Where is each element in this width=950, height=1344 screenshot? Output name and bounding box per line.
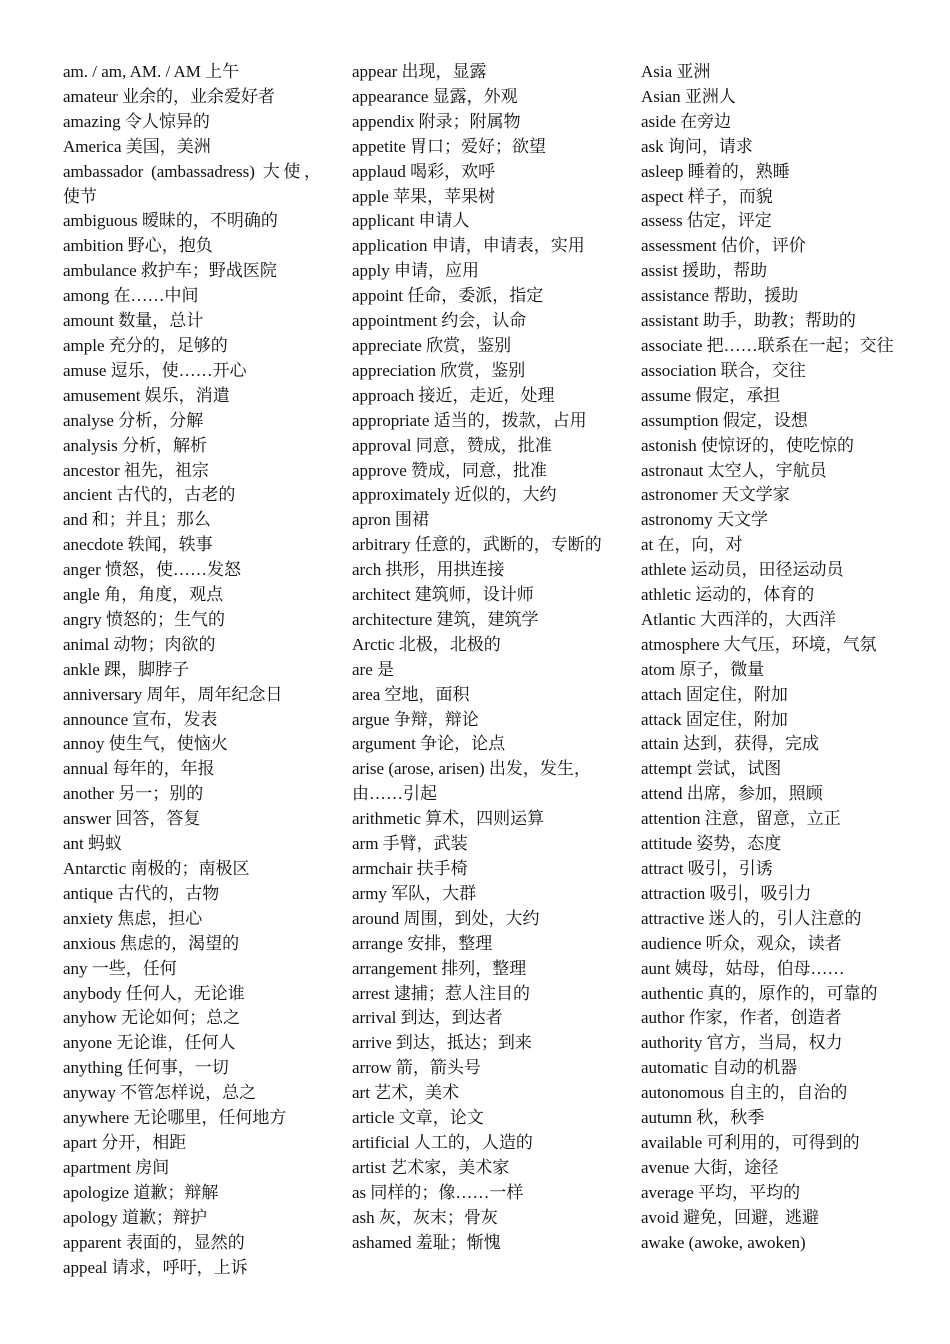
vocabulary-entry: armchair 扶手椅 xyxy=(352,859,468,878)
vocabulary-entry: America 美国，美洲 xyxy=(63,136,211,156)
vocabulary-entry: authentic 真的，原作的，可靠的 xyxy=(641,983,878,1003)
vocabulary-entry: atmosphere 大气压，环境，气氛 xyxy=(641,634,877,654)
vocabulary-entry: argument 争论，论点 xyxy=(352,734,506,754)
vocabulary-entry: arrest 逮捕；惹人注目的 xyxy=(352,983,531,1003)
vocabulary-entry: attempt 尝试，试图 xyxy=(641,759,782,779)
vocabulary-entry: answer 回答，答复 xyxy=(63,809,201,829)
vocabulary-entry: area 空地，面积 xyxy=(352,684,470,704)
vocabulary-entry: applaud 喝彩，欢呼 xyxy=(352,161,496,181)
vocabulary-entry: artist 艺术家，美术家 xyxy=(352,1157,510,1177)
vocabulary-entry: apartment 房间 xyxy=(63,1157,170,1177)
vocabulary-entry: applicant 申请人 xyxy=(352,211,470,231)
vocabulary-entry: angry 愤怒的；生气的 xyxy=(63,609,225,629)
vocabulary-entry: anybody 任何人，无论谁 xyxy=(63,983,245,1003)
vocabulary-entry: apron 围裙 xyxy=(352,510,429,530)
vocabulary-entry: asleep 睡着的，熟睡 xyxy=(641,161,790,181)
vocabulary-entry: anger 愤怒，使……发怒 xyxy=(63,560,242,580)
vocabulary-entry: angle 角，角度，观点 xyxy=(63,585,224,605)
vocabulary-entry: approach 接近，走近，处理 xyxy=(352,385,555,405)
vocabulary-entry: ambition 野心，抱负 xyxy=(63,236,213,256)
vocabulary-entry: aspect 样子，而貌 xyxy=(641,186,773,206)
vocabulary-entry: atom 原子，微量 xyxy=(641,659,765,679)
vocabulary-entry: arrive 到达，抵达；到来 xyxy=(352,1033,532,1053)
vocabulary-entry: argue 争辩，辩论 xyxy=(352,709,479,729)
vocabulary-entry: anniversary 周年，周年纪念日 xyxy=(63,684,283,704)
vocabulary-entry: anywhere 无论哪里，任何地方 xyxy=(63,1108,287,1128)
vocabulary-entry: avoid 避免，回避，逃避 xyxy=(641,1207,820,1227)
vocabulary-entry: appendix 附录；附属物 xyxy=(352,111,521,131)
vocabulary-entry: analyse 分析，分解 xyxy=(63,410,204,430)
vocabulary-column-3 xyxy=(641,60,903,1256)
vocabulary-entry: awake (awoke, awoken) xyxy=(641,1232,806,1252)
vocabulary-entry: approve 赞成，同意，批准 xyxy=(352,460,548,480)
vocabulary-entry: at 在，向，对 xyxy=(641,535,743,555)
vocabulary-entry: association 联合，交往 xyxy=(641,360,806,380)
vocabulary-entry: another 另一；别的 xyxy=(63,784,204,804)
vocabulary-entry: ant 蚂蚁 xyxy=(63,834,123,854)
vocabulary-entry: army 军队，大群 xyxy=(352,883,477,903)
vocabulary-entry: apologize 道歉；辩解 xyxy=(63,1182,219,1202)
vocabulary-entry: approval 同意，赞成，批准 xyxy=(352,435,552,455)
vocabulary-entry: assessment 估价，评价 xyxy=(641,236,806,256)
vocabulary-entry: ambassador (ambassadress) 大使，使节 xyxy=(63,161,321,206)
vocabulary-entry: ash 灰，灰末；骨灰 xyxy=(352,1207,498,1227)
vocabulary-entry: am. / am, AM. / AM 上午 xyxy=(63,62,240,81)
vocabulary-entry: aunt 姨母，姑母，伯母…… xyxy=(641,958,845,978)
vocabulary-entry: Antarctic 南极的；南极区 xyxy=(63,859,250,878)
vocabulary-entry: arrival 到达，到达者 xyxy=(352,1008,503,1028)
vocabulary-entry: anyhow 无论如何；总之 xyxy=(63,1008,241,1028)
vocabulary-column-2 xyxy=(352,60,610,1256)
vocabulary-entry: Asian 亚洲人 xyxy=(641,86,736,106)
vocabulary-entry: arrange 安排，整理 xyxy=(352,933,493,953)
vocabulary-entry: attach 固定住，附加 xyxy=(641,684,788,704)
vocabulary-entry: annual 每年的，年报 xyxy=(63,759,215,779)
vocabulary-entry: approximately 近似的，大约 xyxy=(352,485,557,505)
vocabulary-entry: apple 苹果，苹果树 xyxy=(352,186,496,206)
vocabulary-entry: arbitrary 任意的，武断的，专断的 xyxy=(352,535,602,555)
vocabulary-entry: appreciate 欣赏，鉴别 xyxy=(352,335,512,355)
vocabulary-entry: anecdote 轶闻，轶事 xyxy=(63,535,213,555)
vocabulary-entry: astronomy 天文学 xyxy=(641,510,769,530)
vocabulary-entry: anyone 无论谁，任何人 xyxy=(63,1033,236,1053)
vocabulary-entry: apology 道歉；辩护 xyxy=(63,1207,208,1227)
vocabulary-entry: arise (arose, arisen) 出发，发生，由……引起 xyxy=(352,759,591,804)
vocabulary-entry: annoy 使生气，使恼火 xyxy=(63,734,228,754)
vocabulary-entry: ancestor 祖先，祖宗 xyxy=(63,460,209,480)
vocabulary-entry: ample 充分的，足够的 xyxy=(63,335,228,355)
vocabulary-entry: amazing 令人惊异的 xyxy=(63,111,210,131)
vocabulary-entry: attraction 吸引，吸引力 xyxy=(641,883,812,903)
vocabulary-entry: amuse 逗乐，使……开心 xyxy=(63,360,247,380)
vocabulary-entry: anyway 不管怎样说，总之 xyxy=(63,1083,257,1103)
vocabulary-entry: and 和；并且；那么 xyxy=(63,510,211,530)
vocabulary-entry: assumption 假定，设想 xyxy=(641,410,808,430)
vocabulary-entry: appetite 胃口；爱好；欲望 xyxy=(352,136,547,156)
vocabulary-entry: author 作家，作者，创造者 xyxy=(641,1008,842,1028)
vocabulary-entry: announce 宣布，发表 xyxy=(63,709,218,729)
vocabulary-entry: apply 申请，应用 xyxy=(352,261,480,281)
vocabulary-entry: amateur 业余的，业余爱好者 xyxy=(63,86,275,106)
vocabulary-entry: anxious 焦虑的，渴望的 xyxy=(63,933,240,953)
vocabulary-entry: astonish 使惊讶的，使吃惊的 xyxy=(641,435,854,455)
vocabulary-entry: apart 分开，相距 xyxy=(63,1132,187,1152)
vocabulary-entry: anything 任何事，一切 xyxy=(63,1058,229,1078)
vocabulary-entry: architect 建筑师，设计师 xyxy=(352,585,534,605)
vocabulary-entry: appointment 约会，认命 xyxy=(352,311,527,331)
vocabulary-entry: autonomous 自主的，自治的 xyxy=(641,1083,848,1103)
vocabulary-entry: architecture 建筑，建筑学 xyxy=(352,609,539,629)
vocabulary-column-1 xyxy=(63,60,321,1280)
vocabulary-entry: Arctic 北极，北极的 xyxy=(352,634,501,654)
vocabulary-entry: appropriate 适当的，拨款，占用 xyxy=(352,410,587,430)
vocabulary-entry: appearance 显露，外观 xyxy=(352,86,518,106)
vocabulary-entry: assume 假定，承担 xyxy=(641,385,781,405)
vocabulary-entry: artificial 人工的，人造的 xyxy=(352,1132,533,1152)
vocabulary-entry: apparent 表面的，显然的 xyxy=(63,1232,245,1252)
vocabulary-entry: appear 出现，显露 xyxy=(352,62,487,81)
vocabulary-entry: any 一些，任何 xyxy=(63,958,177,978)
vocabulary-entry: ankle 踝，脚脖子 xyxy=(63,659,190,679)
vocabulary-entry: art 艺术，美术 xyxy=(352,1083,460,1103)
vocabulary-entry: authority 官方，当局，权力 xyxy=(641,1033,843,1053)
vocabulary-entry: aside 在旁边 xyxy=(641,111,732,131)
vocabulary-entry: appoint 任命，委派，指定 xyxy=(352,286,544,306)
vocabulary-entry: around 周围，到处，大约 xyxy=(352,908,540,928)
vocabulary-entry: among 在……中间 xyxy=(63,286,199,306)
vocabulary-entry: analysis 分析，解析 xyxy=(63,435,208,455)
vocabulary-entry: attain 达到，获得，完成 xyxy=(641,734,820,754)
vocabulary-entry: attention 注意，留意，立正 xyxy=(641,809,841,829)
vocabulary-entry: astronomer 天文学家 xyxy=(641,485,790,505)
vocabulary-entry: average 平均，平均的 xyxy=(641,1182,801,1202)
vocabulary-entry: arch 拱形，用拱连接 xyxy=(352,560,505,580)
vocabulary-entry: appreciation 欣赏，鉴别 xyxy=(352,360,526,380)
vocabulary-entry: attack 固定住，附加 xyxy=(641,709,788,729)
vocabulary-entry: astronaut 太空人，宇航员 xyxy=(641,460,827,480)
vocabulary-entry: arm 手臂，武装 xyxy=(352,834,468,854)
vocabulary-entry: autumn 秋，秋季 xyxy=(641,1108,765,1128)
vocabulary-entry: amusement 娱乐，消遣 xyxy=(63,385,230,405)
vocabulary-entry: attract 吸引，引诱 xyxy=(641,859,773,878)
vocabulary-entry: audience 听众，观众，读者 xyxy=(641,933,842,953)
vocabulary-entry: attractive 迷人的，引人注意的 xyxy=(641,908,862,928)
vocabulary-entry: assistant 助手，助教；帮助的 xyxy=(641,311,856,331)
vocabulary-entry: ancient 古代的，古老的 xyxy=(63,485,236,505)
vocabulary-entry: Atlantic 大西洋的，大西洋 xyxy=(641,609,837,629)
vocabulary-entry: ask 询问，请求 xyxy=(641,136,753,156)
vocabulary-entry: ambulance 救护车；野战医院 xyxy=(63,261,277,281)
vocabulary-entry: animal 动物；肉欲的 xyxy=(63,634,216,654)
vocabulary-entry: avenue 大街，途径 xyxy=(641,1157,779,1177)
vocabulary-entry: assess 估定，评定 xyxy=(641,211,772,231)
vocabulary-entry: available 可利用的，可得到的 xyxy=(641,1132,860,1152)
vocabulary-entry: arrow 箭，箭头号 xyxy=(352,1058,481,1078)
vocabulary-entry: ambiguous 暧昧的，不明确的 xyxy=(63,211,278,231)
vocabulary-entry: athlete 运动员，田径运动员 xyxy=(641,560,844,580)
vocabulary-entry: arrangement 排列，整理 xyxy=(352,958,527,978)
vocabulary-entry: automatic 自动的机器 xyxy=(641,1058,798,1078)
vocabulary-entry: amount 数量，总计 xyxy=(63,311,204,331)
vocabulary-entry: appeal 请求，呼吁，上诉 xyxy=(63,1257,248,1277)
vocabulary-entry: attend 出席，参加，照顾 xyxy=(641,784,823,804)
vocabulary-entry: ashamed 羞耻；惭愧 xyxy=(352,1232,501,1252)
vocabulary-entry: anxiety 焦虑，担心 xyxy=(63,908,203,928)
vocabulary-entry: assistance 帮助，援助 xyxy=(641,286,799,306)
vocabulary-entry: assist 援助，帮助 xyxy=(641,261,768,281)
vocabulary-entry: are 是 xyxy=(352,659,395,679)
vocabulary-entry: arithmetic 算术，四则运算 xyxy=(352,809,545,829)
vocabulary-entry: application 申请，申请表，实用 xyxy=(352,236,585,256)
vocabulary-entry: article 文章，论文 xyxy=(352,1108,484,1128)
vocabulary-entry: antique 古代的，古物 xyxy=(63,883,220,903)
vocabulary-entry: as 同样的；像……一样 xyxy=(352,1182,524,1202)
vocabulary-entry: Asia 亚洲 xyxy=(641,62,711,81)
vocabulary-entry: attitude 姿势，态度 xyxy=(641,834,782,854)
vocabulary-entry: athletic 运动的，体育的 xyxy=(641,585,815,605)
vocabulary-entry: associate 把……联系在一起；交往 xyxy=(641,335,894,355)
